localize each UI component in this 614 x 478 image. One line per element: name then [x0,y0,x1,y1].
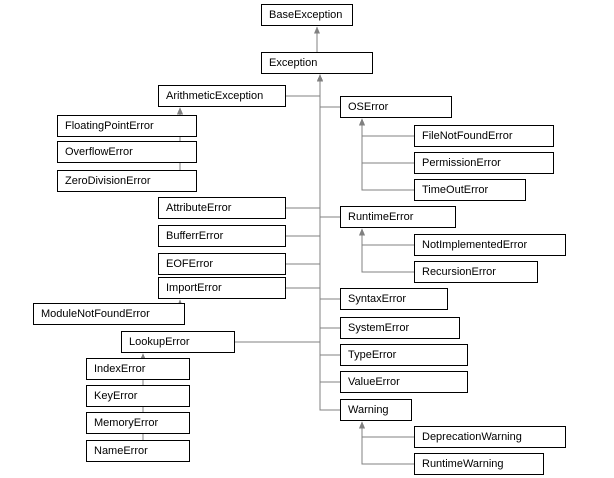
edge-attribute-error-to-exception [286,75,320,208]
edge-deprecation-warning-to-warning [362,422,414,437]
edge-type-error-to-exception [320,75,340,355]
node-value-error: ValueError [340,371,468,393]
node-zero-division-error: ZeroDivisionError [57,170,197,192]
edge-syntax-error-to-exception [320,75,340,299]
node-not-implemented-error: NotImplementedError [414,234,566,256]
node-type-error: TypeError [340,344,468,366]
node-key-error: KeyError [86,385,190,407]
node-index-error: IndexError [86,358,190,380]
node-eof-error: EOFError [158,253,286,275]
node-permission-error: PermissionError [414,152,554,174]
node-system-error: SystemError [340,317,460,339]
node-module-not-found: ModuleNotFoundError [33,303,185,325]
node-arithmetic-exception: ArithmeticException [158,85,286,107]
node-memory-error: MemoryError [86,412,190,434]
edge-buffer-error-to-exception [286,75,320,236]
node-lookup-error: LookupError [121,331,235,353]
edge-value-error-to-exception [320,75,340,382]
edge-runtime-error-to-exception [320,75,340,217]
edge-arithmetic-exception-to-exception [286,75,320,96]
node-os-error: OSError [340,96,452,118]
node-deprecation-warning: DeprecationWarning [414,426,566,448]
node-overflow-error: OverflowError [57,141,197,163]
edge-import-error-to-exception [286,75,320,288]
node-buffer-error: BufferrError [158,225,286,247]
node-base-exception: BaseException [261,4,353,26]
node-time-out-error: TimeOutError [414,179,526,201]
node-floating-point-error: FloatingPointError [57,115,197,137]
node-file-not-found-error: FileNotFoundError [414,125,554,147]
node-import-error: ImportError [158,277,286,299]
edge-system-error-to-exception [320,75,340,328]
node-runtime-error: RuntimeError [340,206,456,228]
node-name-error: NameError [86,440,190,462]
node-attribute-error: AttributeError [158,197,286,219]
node-warning: Warning [340,399,412,421]
edge-runtime-warning-to-warning [362,422,414,464]
node-recursion-error: RecursionError [414,261,538,283]
edge-os-error-to-exception [320,75,340,107]
node-runtime-warning: RuntimeWarning [414,453,544,475]
node-syntax-error: SyntaxError [340,288,448,310]
edge-warning-to-exception [320,75,340,410]
node-exception: Exception [261,52,373,74]
